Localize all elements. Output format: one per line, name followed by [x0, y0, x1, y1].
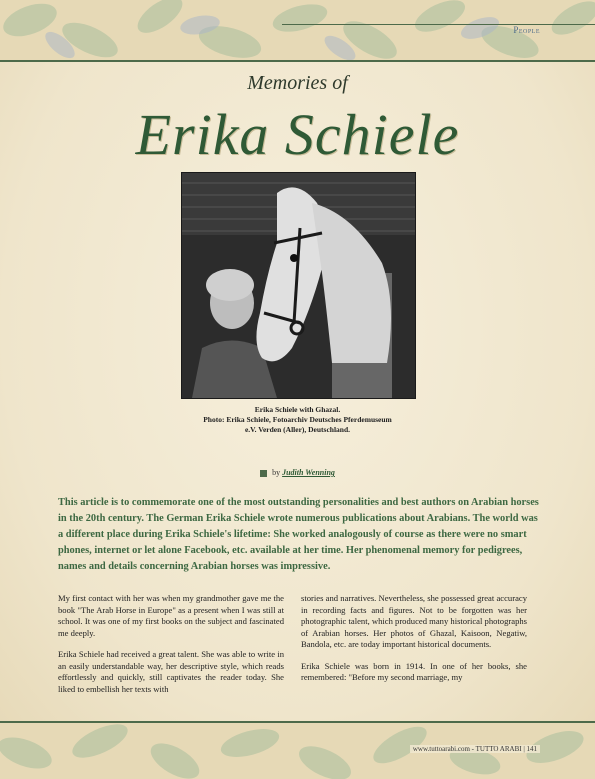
body-paragraph: stories and narratives. Nevertheless, she possessed great accuracy in recording facts and figures. Not to be forgotten was her photographic talent, which produced many historical photographs of Arabian horses. Her photos of Ghazal, Kaisoon, Negatiw, Bandola, etc. are today important historical documents. [301, 593, 528, 649]
body-paragraph: Erika Schiele had received a great talent. She was able to write in an easily understandable way, her descriptive style, which reads effortlessly and quickly, still captivates the reader today. She liked to embellish her texts with [58, 649, 284, 694]
page-footer: www.tuttoarabi.com - TUTTO ARABI | 141 [410, 745, 540, 753]
article-intro: This article is to commemorate one of the most outstanding personalities and best authors on Arabian horses in the 20th century. The German Erika Schiele wrote numerous publications about Arabians. The world was a different place during Erika Schiele's lifetime: She worked analogously of course as there were no smart phones, internet or let alone Facebook, etc. available at her time. Her phenomenal memory for pedigrees, names and details concerning Arabian horses was impressive. [58, 497, 539, 572]
body-paragraph: My first contact with her was when my grandmother gave me the book "The Arab Horse in Europe" as a present when I was still at school. It was one of my first books on the subject and fascinated me deeply. [58, 593, 284, 638]
byline-author: Judith Wenning [282, 468, 335, 477]
leaf-pattern-top [0, 0, 595, 60]
article-kicker: Memories of [247, 72, 348, 94]
body-column-left [58, 593, 284, 705]
top-leaf-border [0, 0, 595, 62]
article-title: Erika Schiele [135, 102, 460, 167]
header-rule [282, 24, 595, 25]
body-column-right [301, 593, 527, 694]
photo-caption [150, 405, 445, 435]
caption-line-2: Photo: Erika Schiele, Fotoarchiv Deutsches Pferdemuseum [203, 415, 392, 424]
square-bullet-icon [260, 470, 267, 477]
caption-line-1: Erika Schiele with Ghazal. [254, 405, 341, 414]
caption-line-3: e.V. Verden (Aller), Deutschland. [244, 425, 351, 434]
body-paragraph: Erika Schiele was born in 1914. In one of her books, she remembered: "Before my second marriage, my [301, 660, 527, 682]
byline-prefix: by [272, 468, 281, 477]
section-label: People [513, 25, 540, 35]
byline [0, 468, 595, 477]
article-photo [181, 172, 416, 399]
horse-photo-illustration [182, 173, 415, 398]
